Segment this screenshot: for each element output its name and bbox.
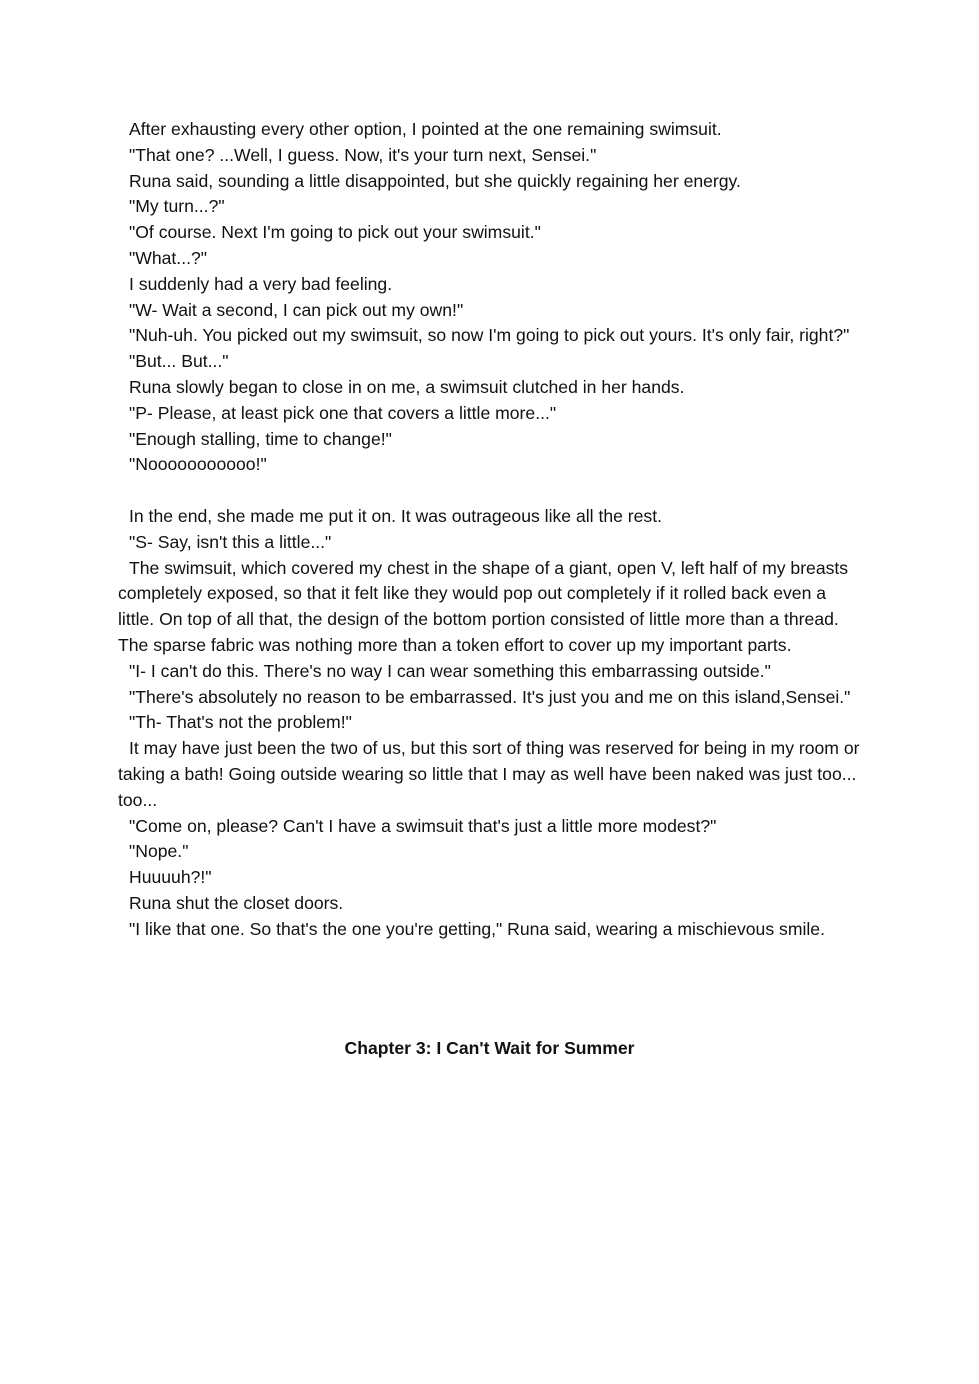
paragraph: In the end, she made me put it on. It was outrageous like all the rest.: [129, 505, 663, 526]
paragraph: "Nope.": [129, 841, 189, 862]
paragraph: "That one? ...Well, I guess. Now, it's your turn next, Sensei.": [129, 144, 597, 165]
body-text: [118, 117, 863, 943]
paragraph: Huuuuh?!": [129, 867, 212, 888]
paragraph: Runa slowly began to close in on me, a swimsuit clutched in her hands.: [129, 376, 685, 397]
paragraph: "What...?": [129, 247, 208, 268]
paragraph: "There's absolutely no reason to be embarrassed. It's just you and me on this island,Sensei.": [129, 686, 851, 707]
paragraph: "W- Wait a second, I can pick out my own!": [129, 299, 464, 320]
chapter-heading: Chapter 3: I Can't Wait for Summer: [344, 1038, 635, 1058]
paragraph: "P- Please, at least pick one that covers a little more...": [129, 402, 557, 423]
paragraph: "Th- That's not the problem!": [129, 712, 352, 733]
paragraph: Runa said, sounding a little disappointed, but she quickly regaining her energy.: [129, 170, 741, 191]
paragraph: "My turn...?": [129, 196, 225, 217]
paragraph: Runa shut the closet doors.: [129, 892, 344, 913]
paragraph: "Nuh-uh. You picked out my swimsuit, so now I'm going to pick out yours. It's only fair, right?": [129, 325, 850, 346]
paragraph: "I- I can't do this. There's no way I can wear something this embarrassing outside.": [129, 660, 771, 681]
paragraph: "I like that one. So that's the one you're getting," Runa said, wearing a mischievous smile.: [129, 918, 825, 939]
paragraph: "S- Say, isn't this a little...": [129, 531, 332, 552]
blank-line: [118, 478, 863, 504]
paragraph: I suddenly had a very bad feeling.: [129, 273, 393, 294]
paragraph: "Of course. Next I'm going to pick out your swimsuit.": [129, 222, 541, 243]
paragraph: "Enough stalling, time to change!": [129, 428, 392, 449]
paragraph: It may have just been the two of us, but this sort of thing was reserved for being in my room or taking a bath! Going outside wearing so little that I may as well have been naked was just too... too...: [118, 738, 860, 810]
paragraph: After exhausting every other option, I pointed at the one remaining swimsuit.: [129, 119, 722, 139]
paragraph: "But... But...": [129, 351, 229, 372]
paragraph: "Come on, please? Can't I have a swimsuit that's just a little more modest?": [129, 815, 717, 836]
paragraph: The swimsuit, which covered my chest in the shape of a giant, open V, left half of my breasts completely exposed, so that it felt like they would pop out completely if it rolled back even a little. On top of all that, the design of the bottom portion consisted of little more than a thread. The sparse fabric was nothing more than a token effort to cover up my important parts.: [118, 557, 849, 655]
paragraph: "Nooooooooooo!": [129, 454, 267, 475]
